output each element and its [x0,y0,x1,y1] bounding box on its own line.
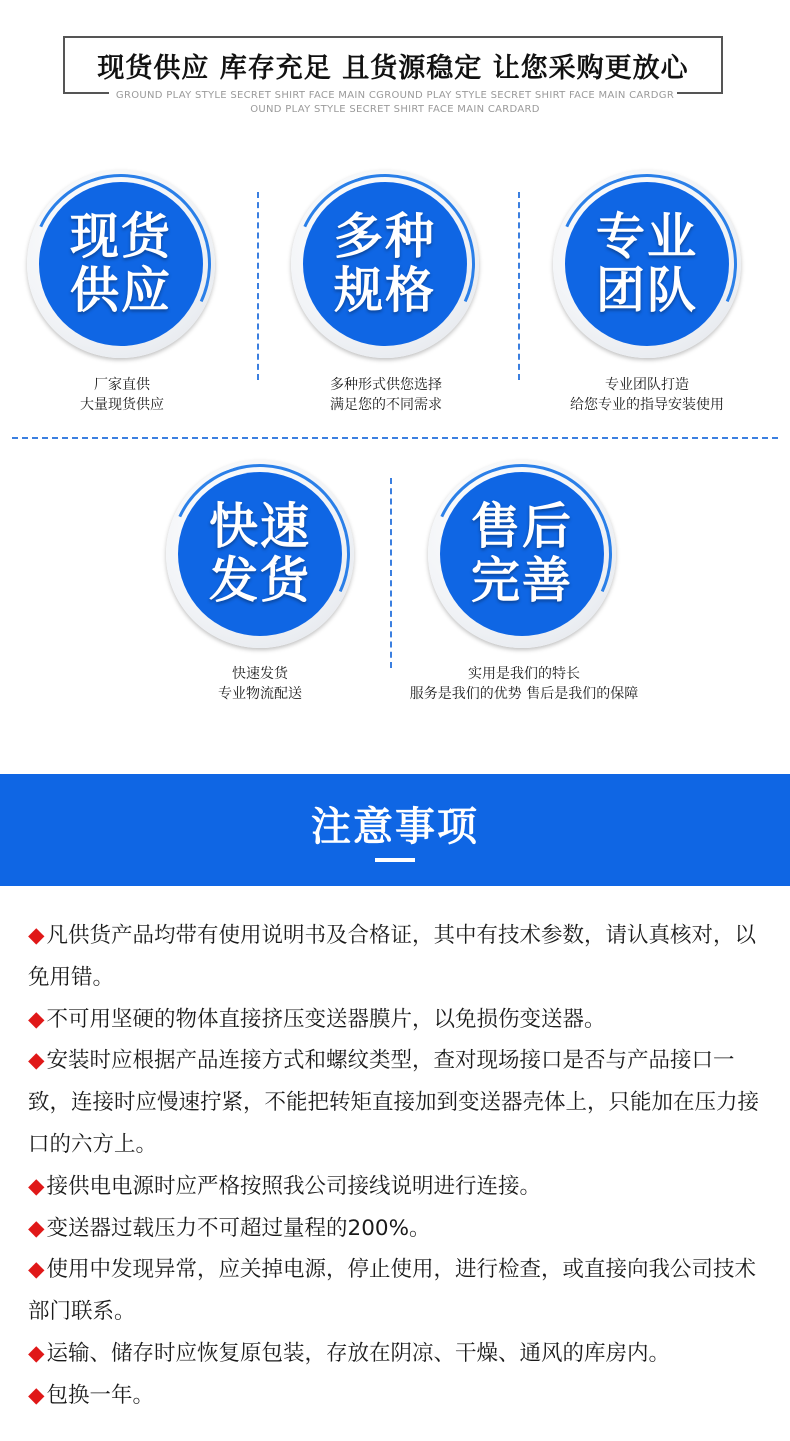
divider-horizontal [12,437,778,439]
caption-line2: 给您专业的指导安装使用 [570,397,724,413]
diamond-bullet-icon: ◆ [28,923,45,948]
diamond-bullet-icon: ◆ [28,1340,45,1366]
feature-badge-shipping [166,460,354,648]
feature-badge-line2: 供应 [69,262,172,319]
diamond-bullet-icon: ◆ [28,1215,45,1241]
notice-item [28,1208,768,1250]
feature-badge-line2: 规格 [333,262,436,319]
feature-badge-stock [27,170,215,358]
feature-caption-stock [22,375,222,415]
diamond-bullet-icon: ◆ [28,1048,45,1074]
notice-item-text: 安装时应根据产品连接方式和螺纹类型，查对现场接口是否与产品接口一致，连接时应慢速拧紧，不能把转矩直接加到变送器壳体上，只能加在压力接口的六方上。 [28,1048,760,1157]
feature-caption-specs [286,375,486,415]
feature-badge-aftersales [428,460,616,648]
notice-item [28,1249,768,1333]
notice-title: 注意事项 [311,804,479,850]
caption-line1: 多种形式供您选择 [330,377,442,393]
notice-item-text: 不可用坚硬的物体直接挤压变送器膜片，以免损伤变送器。 [46,1006,606,1032]
feature-badge-line2: 完善 [470,552,573,609]
diamond-bullet-icon: ◆ [28,1006,45,1032]
diamond-bullet-icon: ◆ [28,1257,45,1283]
feature-badge-line2: 团队 [595,262,698,319]
header-title: 现货供应 库存充足 且货源稳定 让您采购更放心 [97,53,689,84]
caption-line1: 专业团队打造 [605,377,689,393]
feature-badge-line1: 多种 [333,208,436,265]
feature-badge-line1: 快速 [208,498,311,555]
notice-item-text: 接供电电源时应严格按照我公司接线说明进行连接。 [46,1173,542,1199]
notice-item [28,1333,768,1375]
feature-caption-shipping [160,664,360,704]
caption-line2: 大量现货供应 [80,397,164,413]
feature-badge-line1: 专业 [595,208,698,265]
feature-badge-line1: 现货 [69,208,172,265]
caption-line1: 厂家直供 [94,377,150,393]
notice-item-text: 变送器过载压力不可超过量程的200%。 [46,1215,431,1241]
caption-line1: 快速发货 [232,666,288,682]
divider-vertical [390,478,392,668]
notice-item [28,1375,768,1417]
notice-title-underline [375,858,415,862]
divider-vertical [257,192,259,380]
divider-vertical [518,192,520,380]
header-subline-2: OUND PLAY STYLE SECRET SHIRT FACE MAIN CARDARD [250,104,540,115]
notice-item-text: 包换一年。 [46,1382,155,1408]
feature-badge-specs [291,170,479,358]
notice-item [28,915,768,999]
notice-item [28,1166,768,1208]
feature-caption-team [537,375,757,415]
header-subline-1: GROUND PLAY STYLE SECRET SHIRT FACE MAIN CGROUND PLAY STYLE SECRET SHIRT FACE MAIN CARDGR [115,90,675,101]
diamond-bullet-icon: ◆ [28,1382,45,1408]
notice-item-text: 运输、储存时应恢复原包装，存放在阴凉、干燥、通风的库房内。 [46,1340,671,1366]
feature-badge-team [553,170,741,358]
notice-item [28,999,768,1041]
caption-line1: 实用是我们的特长 [468,666,580,682]
feature-badge-line2: 发货 [208,552,311,609]
notice-item [28,1040,768,1165]
notice-list [28,915,768,1417]
caption-line2: 服务是我们的优势 售后是我们的保障 [409,686,639,702]
feature-badge-line1: 售后 [470,498,573,555]
notice-item-text: 使用中发现异常，应关掉电源，停止使用，进行检查，或直接向我公司技术部门联系。 [28,1257,757,1325]
feature-caption-aftersales [374,664,674,704]
diamond-bullet-icon: ◆ [28,1173,45,1199]
caption-line2: 满足您的不同需求 [330,397,442,413]
notice-item-text: 凡供货产品均带有使用说明书及合格证，其中有技术参数，请认真核对，以免用错。 [28,923,757,990]
caption-line2: 专业物流配送 [218,686,302,702]
